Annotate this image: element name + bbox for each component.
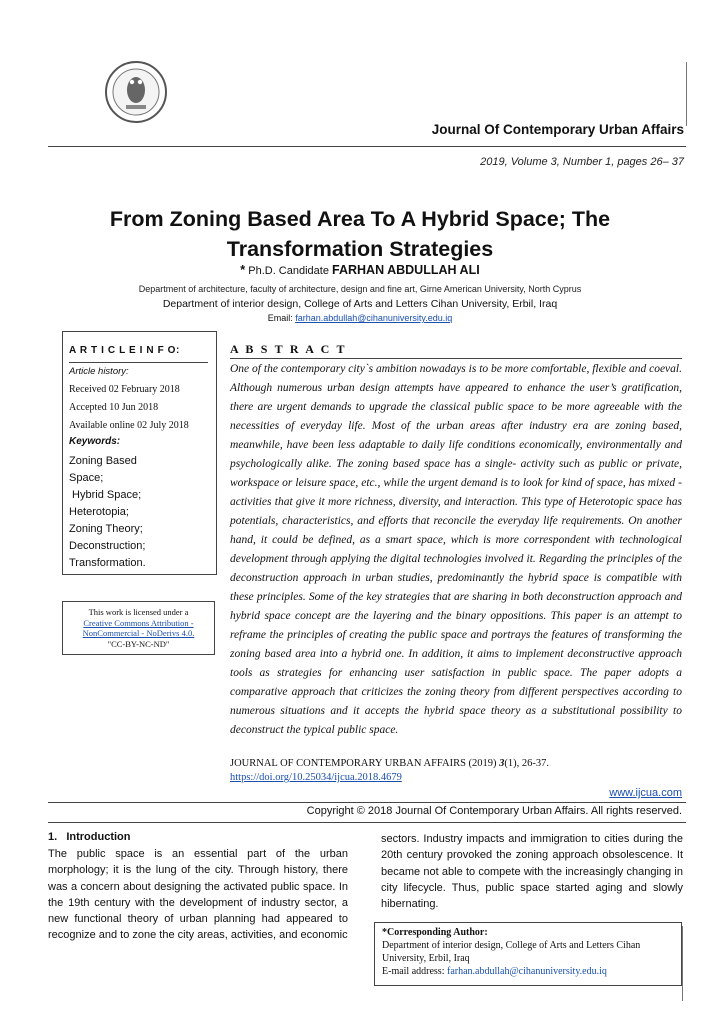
citation-prefix: JOURNAL OF CONTEMPORARY URBAN AFFAIRS (2019): [230, 758, 500, 769]
keyword: Heterotopia;: [69, 506, 129, 518]
introduction-text-col1: The public space is an essential part of the urban morphology; it is the lung of the city. Through history, there was a concern about designing the activated public space. In the 19th century with the development of industry sector, a new functional theory of urban planning had appeared to recognize and to zone the city areas, activities, and economic: [48, 848, 348, 942]
paper-title: [40, 204, 680, 264]
corresponding-email-line: [382, 965, 674, 978]
citation-suffix: (1), 26-37.: [504, 758, 550, 769]
article-history-label: Article history:: [69, 366, 129, 377]
corresponding-author-box: [374, 922, 682, 986]
keyword: Space;: [69, 472, 104, 484]
keyword: Transformation.: [69, 557, 146, 569]
title-line-2: Transformation Strategies: [226, 237, 494, 261]
introduction-text-col2: sectors. Industry impacts and immigration to cities during the 20th century provoked the zoning approach obsolescence. It became not able to compete with the increasingly changing in city lifecycle. Thus, public space started aging and slowly hibernating.: [381, 833, 683, 911]
article-info-heading: A R T I C L E I N F O:: [69, 345, 180, 356]
footer-vertical-rule: [682, 926, 683, 1001]
abstract-heading: A B S T R A C T: [230, 342, 347, 356]
citation-volume: 3: [499, 758, 505, 769]
header-vertical-rule: [686, 62, 687, 126]
keyword: Deconstruction;: [69, 540, 146, 552]
journal-seal-logo: [104, 46, 168, 138]
doi-line: [230, 772, 402, 783]
license-code: "CC-BY-NC-ND": [107, 638, 170, 649]
corresponding-affiliation: Department of interior design, College of Arts and Letters Cihan University, Erbil, Iraq: [382, 940, 641, 964]
keywords-list: [69, 453, 146, 572]
journal-name: Journal Of Contemporary Urban Affairs: [431, 122, 684, 137]
header-rule: [48, 146, 686, 147]
corresponding-email[interactable]: farhan.abdullah@cihanuniversity.edu.iq: [446, 966, 607, 977]
author-email-line: [0, 313, 720, 323]
copyright-rule: [48, 802, 686, 803]
title-line-1: From Zoning Based Area To A Hybrid Space; The: [109, 207, 611, 231]
received-date: Received 02 February 2018: [69, 384, 180, 395]
license-text: This work is licensed under a: [88, 607, 189, 617]
website-line: [609, 787, 682, 799]
abstract-text: One of the contemporary city`s ambition nowadays is to be more comfortable, flexible and coeval. Although numerous urban design attempts have appeared to enhance the user’s gratification, there are urgent demands to upgrade the classical public space to be more agreeable with the necessities of everyday life. Most of the urban areas after industry era are zoning based, meanwhile, have been less adaptable to daily life conditions economically, environmentally and psychologically alike. The zoning based space has a single- activity such as public or private, workspace or leisure space, etc., while the urgent demand is to look for kind of space, has mixed -activities that give it more richness, diversity, and interaction. This type of Heterotopic space has potentials, characteristics, and efforts that reconcile the everyday life requirements. On another hand, it could be defined, as a smart space, which is more correspondent with technological development through applying the digital technologies involved it. Regarding the principles of the deconstruction approach in urban studies, predominantly the hybrid space is compatible with these principles. Some of the key strategies that are sharing in both deconstruction approach and hybrid space concept are the layering and the binary oppositions. This paper is an attempt to reframe the principles of creating the public space and portrays the features of transforming the zoning based area into a hybrid one. In addition, it aims to implement deconstructive approach tools as strategies for enhancing user satisfaction in public space. The paper adopts a comparative approach that criticizes the zoning theory from different perspectives according to numerous situations and it accepts the hybrid space theory as a substitutional possibility to deconstruct the typical public space.: [230, 363, 682, 736]
license-link[interactable]: Creative Commons Attribution - NonCommercial - NoDerivs 4.0.: [82, 617, 195, 638]
introduction-heading: 1. Introduction: [48, 831, 131, 843]
online-date: Available online 02 July 2018: [69, 420, 189, 431]
website-link[interactable]: www.ijcua.com: [609, 787, 682, 799]
doi-link[interactable]: https://doi.org/10.25034/ijcua.2018.4679: [230, 772, 402, 783]
keyword: Zoning Based: [69, 455, 137, 467]
affiliation-2: Department of interior design, College of Arts and Letters Cihan University, Erbil, Iraq: [162, 298, 558, 310]
keyword: Zoning Theory;: [69, 523, 143, 535]
copyright-text: Copyright © 2018 Journal Of Contemporary Urban Affairs. All rights reserved.: [306, 805, 682, 817]
volume-info: 2019, Volume 3, Number 1, pages 26– 37: [480, 156, 684, 168]
email-label: Email:: [267, 313, 293, 323]
accepted-date: Accepted 10 Jun 2018: [69, 402, 159, 413]
article-info-rule: [69, 362, 208, 363]
author-star: *: [240, 263, 246, 277]
license-box: [62, 601, 215, 655]
citation-line: [230, 758, 549, 769]
keyword: Hybrid Space;: [69, 489, 142, 501]
keywords-label: Keywords:: [69, 436, 121, 447]
author-line: [0, 263, 720, 277]
affiliation-1: Department of architecture, faculty of architecture, design and fine art, Girne American University, North Cyprus: [138, 284, 582, 294]
corresponding-email-label: E-mail address:: [382, 966, 447, 977]
author-email-link[interactable]: farhan.abdullah@cihanuniversity.edu.iq: [295, 313, 453, 323]
abstract-rule: [230, 358, 682, 359]
author-prefix: Ph.D. Candidate: [248, 265, 329, 277]
copyright-bottom-rule: [48, 822, 686, 823]
author-name: FARHAN ABDULLAH ALI: [332, 263, 480, 277]
corresponding-label: *Corresponding Author:: [382, 927, 488, 938]
